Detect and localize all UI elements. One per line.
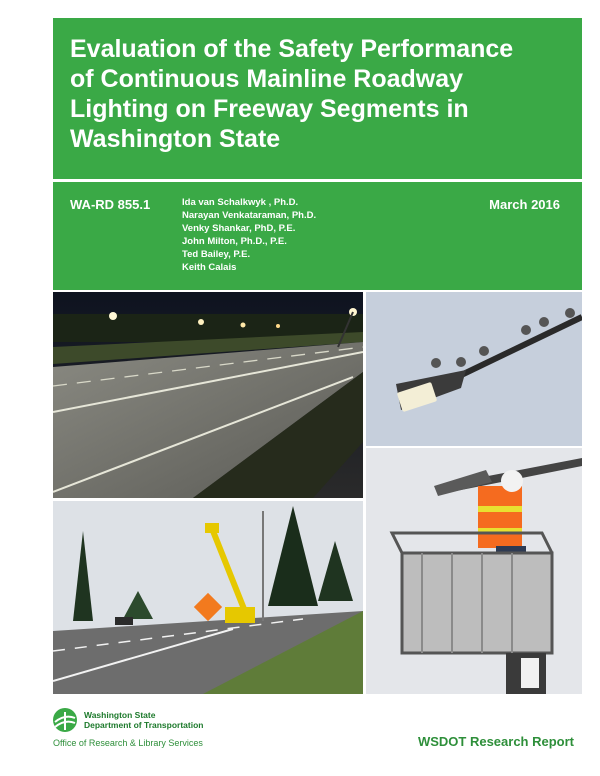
author-name: Narayan Venkataraman, Ph.D. bbox=[182, 210, 317, 222]
author-name: Venky Shankar, PhD, P.E. bbox=[182, 223, 296, 235]
title-line-4: Washington State bbox=[70, 125, 281, 153]
author-name: John Milton, Ph.D., P.E. bbox=[182, 236, 287, 248]
author-name: Keith Calais bbox=[182, 262, 237, 274]
metadata-banner bbox=[53, 182, 582, 290]
author-list bbox=[182, 196, 316, 275]
wsdot-logo-icon bbox=[53, 708, 77, 732]
title-line-1: Evaluation of the Safety Performance bbox=[70, 35, 514, 63]
photo-bucket-worker bbox=[366, 448, 582, 694]
logo-line-2: Department of Transportation bbox=[84, 719, 204, 730]
logo-wordmark bbox=[84, 711, 203, 730]
title-banner bbox=[53, 18, 582, 179]
author-name: Ida van Schalkwyk , Ph.D. bbox=[182, 197, 299, 208]
photo-lift-truck-street bbox=[53, 501, 363, 694]
title-line-2: of Continuous Mainline Roadway bbox=[70, 65, 464, 93]
author-name: Ted Bailey, P.E. bbox=[182, 249, 251, 261]
photo-night-freeway bbox=[53, 292, 363, 498]
photo-led-fixture bbox=[366, 292, 582, 446]
wsdot-logo bbox=[53, 708, 283, 748]
report-date: March 2016 bbox=[489, 197, 560, 212]
report-number: WA-RD 855.1 bbox=[70, 197, 151, 212]
office-name: Office of Research & Library Services bbox=[53, 738, 203, 748]
title-line-3: Lighting on Freeway Segments in bbox=[70, 95, 469, 123]
logo-line-1: Washington State bbox=[84, 710, 156, 720]
report-series: WSDOT Research Report bbox=[417, 734, 574, 749]
report-title bbox=[70, 34, 575, 154]
